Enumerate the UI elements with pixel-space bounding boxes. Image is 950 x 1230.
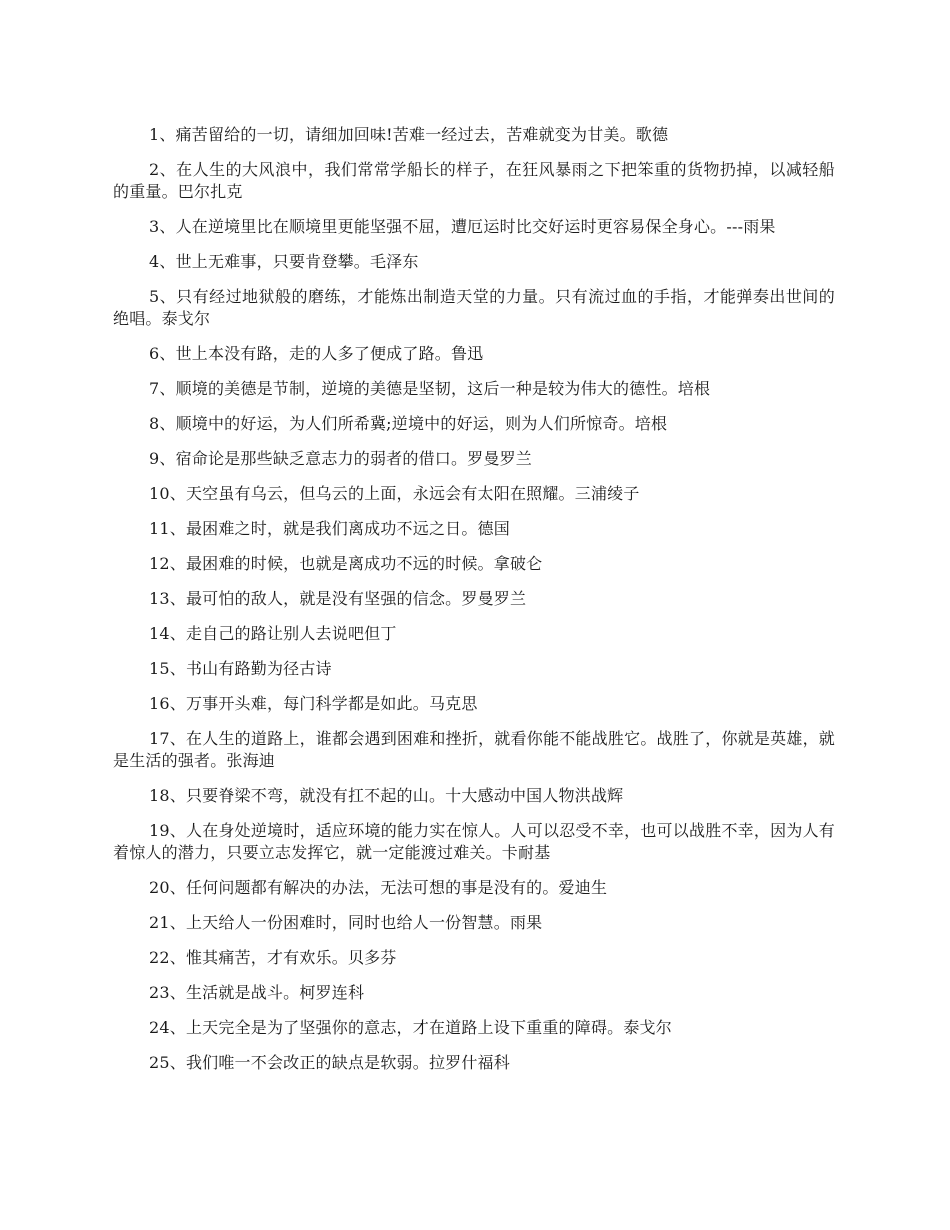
quote-paragraph-14: 14、走自己的路让别人去说吧但丁 [149,624,397,643]
quote-paragraph-7: 7、顺境的美德是节制，逆境的美德是坚韧，这后一种是较为伟大的德性。培根 [149,379,711,398]
quote-paragraph-10: 10、天空虽有乌云，但乌云的上面，永远会有太阳在照耀。三浦绫子 [149,484,640,503]
quote-paragraph-5: 5、只有经过地狱般的磨练，才能炼出制造天堂的力量。只有流过血的手指，才能弹奏出世间的绝唱。泰戈尔 [113,287,835,328]
quote-paragraph-4: 4、世上无难事，只要肯登攀。毛泽东 [149,252,419,271]
quote-paragraph-25: 25、我们唯一不会改正的缺点是软弱。拉罗什福科 [149,1053,510,1072]
quote-paragraph-22: 22、惟其痛苦，才有欢乐。贝多芬 [149,948,397,967]
quote-paragraph-9: 9、宿命论是那些缺乏意志力的弱者的借口。罗曼罗兰 [149,449,532,468]
quote-paragraph-20: 20、任何问题都有解决的办法，无法可想的事是没有的。爱迪生 [149,878,608,897]
quote-paragraph-17: 17、在人生的道路上，谁都会遇到困难和挫折，就看你能不能战胜它。战胜了，你就是英雄，就是生活的强者。张海迪 [113,729,835,770]
quote-paragraph-21: 21、上天给人一份困难时，同时也给人一份智慧。雨果 [149,913,543,932]
quote-paragraph-19: 19、人在身处逆境时，适应环境的能力实在惊人。人可以忍受不幸，也可以战胜不幸，因为人有着惊人的潜力，只要立志发挥它，就一定能渡过难关。卡耐基 [113,821,835,862]
quote-paragraph-16: 16、万事开头难，每门科学都是如此。马克思 [149,694,478,713]
quote-paragraph-12: 12、最困难的时候，也就是离成功不远的时候。拿破仑 [149,554,543,573]
quote-paragraph-8: 8、顺境中的好运，为人们所希冀;逆境中的好运，则为人们所惊奇。培根 [149,414,668,433]
quote-paragraph-23: 23、生活就是战斗。柯罗连科 [149,983,365,1002]
quote-paragraph-18: 18、只要脊梁不弯，就没有扛不起的山。十大感动中国人物洪战辉 [149,786,624,805]
quote-paragraph-6: 6、世上本没有路，走的人多了便成了路。鲁迅 [149,344,484,363]
quote-paragraph-3: 3、人在逆境里比在顺境里更能坚强不屈，遭厄运时比交好运时更容易保全身心。---雨果 [149,217,776,236]
quote-paragraph-2: 2、在人生的大风浪中，我们常常学船长的样子，在狂风暴雨之下把笨重的货物扔掉，以减轻船的重量。巴尔扎克 [113,160,835,201]
quote-paragraph-24: 24、上天完全是为了坚强你的意志，才在道路上设下重重的障碍。泰戈尔 [149,1018,672,1037]
quote-paragraph-15: 15、书山有路勤为径古诗 [149,659,332,678]
document-body [113,124,835,1087]
quote-paragraph-1: 1、痛苦留给的一切，请细加回味!苦难一经过去，苦难就变为甘美。歌德 [149,125,669,144]
quote-paragraph-11: 11、最困难之时，就是我们离成功不远之日。德国 [149,519,510,538]
quote-paragraph-13: 13、最可怕的敌人，就是没有坚强的信念。罗曼罗兰 [149,589,527,608]
